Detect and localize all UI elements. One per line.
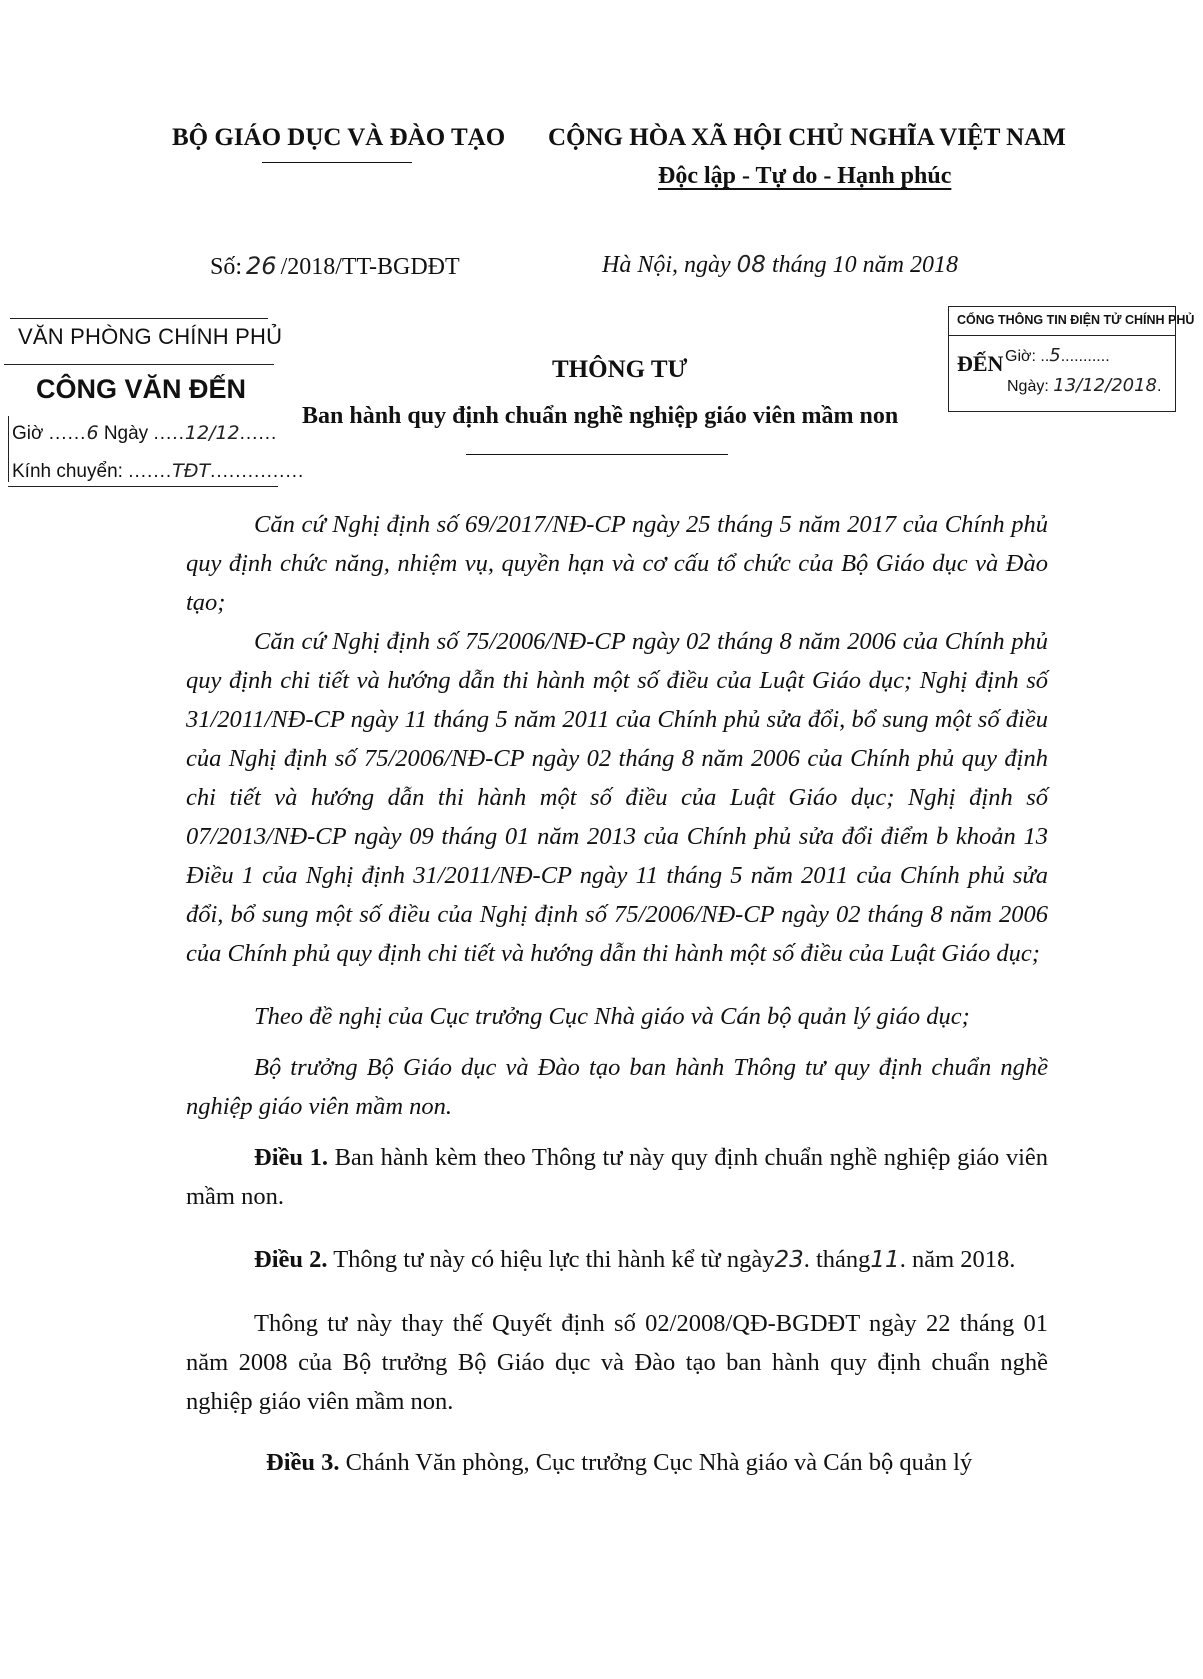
received-stamp xyxy=(0,318,305,490)
date-handwritten-day: 08 xyxy=(736,252,766,278)
date-suffix: tháng 10 năm 2018 xyxy=(771,252,958,278)
portal-date-value: 13/12/2018 xyxy=(1053,375,1157,396)
minister-paragraph: Bộ trưởng Bộ Giáo dục và Đào tạo ban hành Thông tư quy định chuẩn nghề nghiệp giáo viên mầm non. xyxy=(186,1054,1048,1120)
stamp-left-edge xyxy=(8,416,9,482)
article-3-text: Chánh Văn phòng, Cục trưởng Cục Nhà giáo và Cán bộ quản lý xyxy=(345,1449,973,1476)
stamp-day-value: 12/12 xyxy=(184,422,240,444)
portal-date-label: Ngày: xyxy=(1007,378,1049,395)
stamp-top-rule xyxy=(10,318,268,319)
stamp-time-value: 6 xyxy=(86,422,99,444)
issue-date xyxy=(602,252,958,279)
article-3-label: Điều 3. xyxy=(266,1449,340,1476)
article-2-label: Điều 2. xyxy=(254,1246,328,1273)
article-1-label: Điều 1. xyxy=(254,1144,328,1171)
article-2-text-b: . tháng xyxy=(803,1246,871,1273)
article-2-text-c: . năm 2018. xyxy=(899,1246,1016,1273)
document-number xyxy=(210,252,460,281)
document-subtitle: Ban hành quy định chuẩn nghề nghiệp giáo viên mầm non xyxy=(302,403,899,429)
article-1-text: Ban hành kèm theo Thông tư này quy định chuẩn nghề nghiệp giáo viên mầm non. xyxy=(186,1144,1049,1210)
date-prefix: Hà Nội, ngày xyxy=(602,252,731,278)
stamp-forward-row: Kính chuyển: .......TĐT............... xyxy=(12,460,305,482)
national-motto: Độc lập - Tự do - Hạnh phúc xyxy=(658,163,952,189)
stamp-day-label: Ngày xyxy=(103,423,149,444)
document-title: THÔNG TƯ xyxy=(552,356,688,383)
stamp-bottom-rule xyxy=(8,486,278,487)
stamp-incoming: CÔNG VĂN ĐẾN xyxy=(36,374,247,404)
portal-name: CỔNG THÔNG TIN ĐIỆN TỬ CHÍNH PHỦ xyxy=(957,313,1195,327)
ministry-name: BỘ GIÁO DỤC VÀ ĐÀO TẠO xyxy=(172,124,506,151)
portal-date-row: Ngày: 13/12/2018. xyxy=(1007,375,1162,396)
ministry-underline xyxy=(262,162,412,163)
portal-time-value: 5 xyxy=(1049,345,1061,366)
stamp-forward-value: TĐT xyxy=(172,460,211,482)
document-body xyxy=(186,505,1048,1482)
republic-name: CỘNG HÒA XÃ HỘI CHỦ NGHĨA VIỆT NAM xyxy=(548,124,1066,151)
article-2-text-a: Thông tư này có hiệu lực thi hành kể từ ngày xyxy=(333,1246,775,1273)
legal-basis-1: Căn cứ Nghị định số 69/2017/NĐ-CP ngày 25 tháng 5 năm 2017 của Chính phủ quy định chức năng, nhiệm vụ, quyền hạn và cơ cấu tổ chức của Bộ Giáo dục và Đào tạo; xyxy=(186,511,1048,616)
portal-time-row: Giờ: ..5........... xyxy=(1005,345,1110,366)
stamp-time-label: Giờ xyxy=(12,423,44,444)
stamp-time-row: Giờ ......6 Ngày .....12/12...... xyxy=(12,422,278,444)
article-3 xyxy=(186,1443,1048,1482)
article-1 xyxy=(186,1138,1048,1216)
article-2-month: 11 xyxy=(870,1247,900,1273)
stamp-office: VĂN PHÒNG CHÍNH PHỦ xyxy=(18,324,283,349)
portal-stamp xyxy=(948,306,1195,412)
legal-basis-2: Căn cứ Nghị định số 75/2006/NĐ-CP ngày 02 tháng 8 năm 2006 của Chính phủ quy định chi tiết và hướng dẫn thi hành một số điều của Luật Giáo dục; Nghị định số 31/2011/NĐ-CP ngày 11 tháng 5 năm 2011 của Chính phủ sửa đổi, bổ sung một số điều của Nghị định số 75/2006/NĐ-CP ngày 02 tháng 8 năm 2006 của Chính phủ quy định chi tiết và hướng dẫn thi hành một số điều của Luật Giáo dục; Nghị định số 07/2013/NĐ-CP ngày 09 tháng 01 năm 2013 của Chính phủ sửa đổi điểm b khoản 13 Điều 1 của Nghị định 31/2011/NĐ-CP ngày 11 tháng 5 năm 2011 của Chính phủ sửa đổi, bổ sung một số điều của Nghị định số 75/2006/NĐ-CP ngày 02 tháng 8 năm 2006 của Chính phủ quy định chi tiết và hướng dẫn thi hành một số điều của Luật Giáo dục; xyxy=(186,628,1048,967)
portal-time-label: Giờ: xyxy=(1005,348,1036,365)
subtitle-underline xyxy=(466,454,728,455)
doc-number-prefix: Số: xyxy=(210,254,243,280)
doc-number-handwritten: 26 xyxy=(246,252,277,280)
proposal-paragraph: Theo đề nghị của Cục trưởng Cục Nhà giáo và Cán bộ quản lý giáo dục; xyxy=(254,1003,970,1030)
stamp-mid-rule xyxy=(4,364,274,365)
doc-number-suffix: /2018/TT-BGDĐT xyxy=(280,254,460,280)
article-2-replacement: Thông tư này thay thế Quyết định số 02/2008/QĐ-BGDĐT ngày 22 tháng 01 năm 2008 của Bộ trưởng Bộ Giáo dục và Đào tạo ban hành quy định chuẩn nghề nghiệp giáo viên mầm non. xyxy=(186,1310,1048,1415)
portal-den: ĐẾN xyxy=(957,351,1004,376)
article-2 xyxy=(186,1240,1048,1280)
stamp-forward-label: Kính chuyển: xyxy=(12,461,123,482)
article-2-day: 23 xyxy=(774,1247,804,1273)
portal-separator xyxy=(949,335,1175,336)
